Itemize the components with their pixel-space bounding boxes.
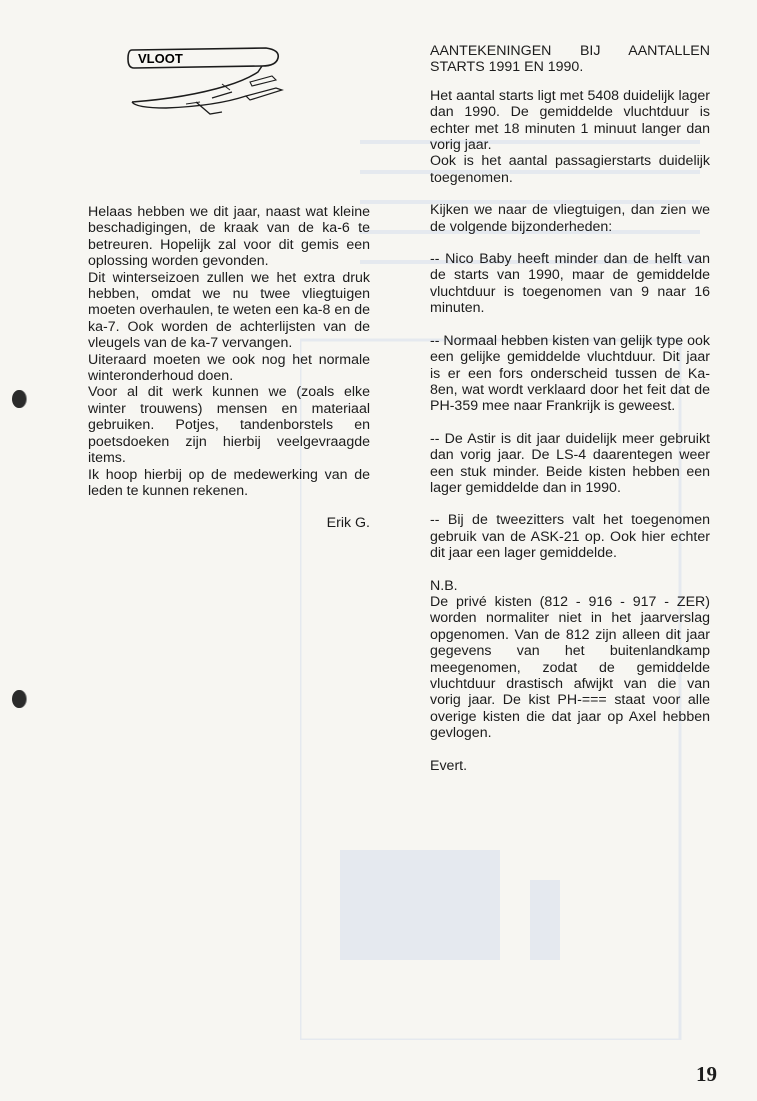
paragraph-winter-season: Dit winterseizoen zullen we het extra druk hebben, omdat we nu twee vliegtuigen moeten overhaulen, te weten een ka-8 en de ka-7. Ook worden de achterlijsten van de vleugels van de ka-7 vervangen. — [88, 269, 370, 352]
paragraph-maintenance: Uiteraard moeten we ook nog het normale winteronderhoud doen. — [88, 351, 370, 385]
left-column — [88, 204, 370, 532]
logo-label: VLOOT — [138, 51, 183, 66]
page-number: 19 — [696, 1062, 717, 1086]
paragraph-damage: Helaas hebben we dit jaar, naast wat kleine beschadigingen, de kraak van de ka-6 te betreuren. Hopelijk zal voor dit gemis een oplossing worden gevonden. — [88, 204, 370, 270]
paragraph-aircraft-intro: Kijken we naar de vliegtuigen, dan zien we de volgende bijzonderheden: — [430, 202, 710, 235]
paragraph-passengers: Ook is het aantal passagierstarts duidelijk toegenomen. — [430, 153, 710, 186]
paragraph-cooperation: Ik hoop hierbij op de medewerking van de leden te kunnen rekenen. — [88, 466, 370, 499]
signature-erik: Erik G. — [326, 515, 370, 532]
paragraph-ka8: -- Normaal hebben kisten van gelijk type ook een gelijke gemiddelde vluchtduur. Dit jaar is er een fors onderscheid tussen de Ka-8en, wat wordt verklaard door het feit dat de PH-359 mee naar Frankrijk is geweest. — [430, 332, 710, 415]
paragraph-nico-baby: -- Nico Baby heeft minder dan de helft van de starts van 1990, maar de gemiddelde vluchtduur is toegenomen van 9 naar 16 minuten. — [430, 251, 710, 317]
nb-label: N.B. — [430, 577, 458, 594]
paragraph-materials: Voor al dit werk kunnen we (zoals elke winter trouwens) mensen en materiaal gebruiken. Potjes, tandenborstels en poetsdoeken zijn hierbij veelgevraagde items. — [88, 384, 370, 467]
signature-evert: Evert. — [430, 757, 468, 774]
heading-line-1: AANTEKENINGEN BIJ AANTALLEN — [430, 43, 710, 59]
paragraph-nb: De privé kisten (812 - 916 - 917 - ZER) worden normaliter niet in het jaarverslag opgenomen. Van de 812 zijn alleen dit jaar gegevens van het buitenlandkamp meegenomen, zodat de gemiddelde vluchtduur drastisch afwijkt van die van vorig jaar. De kist PH-=== staat voor alle overige kisten die dat jaar op Axel hebben gevlogen. — [430, 593, 710, 742]
right-column — [430, 43, 710, 774]
punch-hole-top — [12, 390, 26, 408]
vloot-logo — [126, 40, 286, 122]
heading-line-2: STARTS 1991 EN 1990. — [430, 59, 584, 76]
paragraph-two-seaters: -- Bij de tweezitters valt het toegenomen gebruik van de ASK-21 op. Ook hier echter dit jaar een lager gemiddelde. — [430, 512, 710, 562]
paragraph-astir-ls4: -- De Astir is dit jaar duidelijk meer gebruikt dan vorig jaar. De LS-4 daarentegen weer een stuk minder. Beide kisten hebben een lager gemiddelde dan in 1990. — [430, 430, 710, 496]
glider-icon — [126, 40, 286, 122]
punch-hole-bottom — [12, 690, 26, 708]
paragraph-starts: Het aantal starts ligt met 5408 duidelijk lager dan 1990. De gemiddelde vluchtduur is echter met 18 minuten 1 minuut langer dan vorig jaar. — [430, 87, 710, 154]
